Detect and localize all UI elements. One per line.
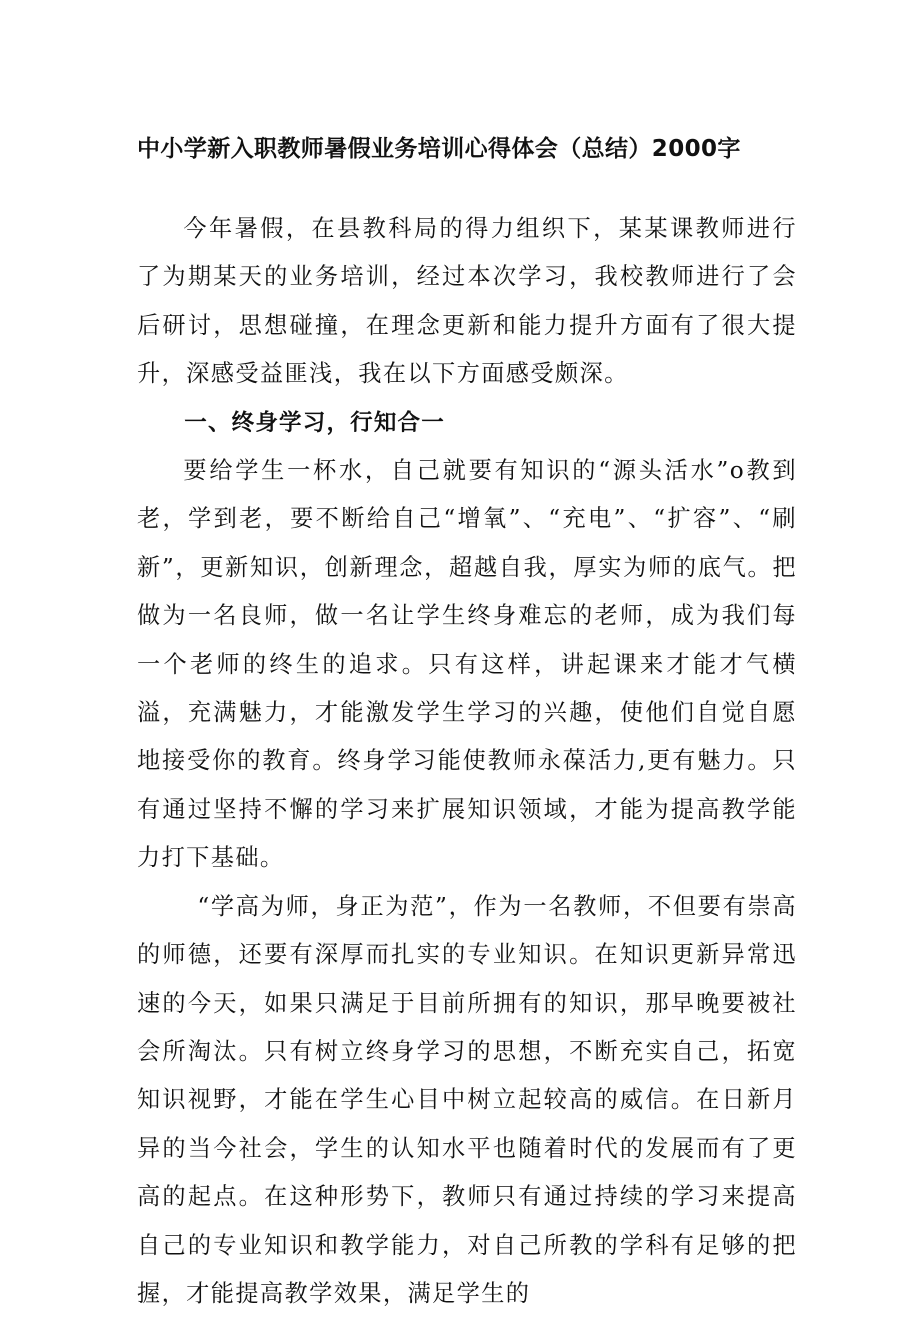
intro-paragraph: 今年暑假，在县教科局的得力组织下，某某课教师进行了为期某天的业务培训，经过本次学习，我校教师进行了会后研讨，思想碰撞，在理念更新和能力提升方面有了很大提升，深感受益匪浅，我在以下方面感受颇深。 — [137, 215, 797, 388]
body-paragraph: 要给学生一杯水，自己就要有知识的“源头活水”o教到老，学到老，要不断给自己“增氧”、“充电”、“扩容”、“刷新”，更新知识，创新理念，超越自我，厚实为师的底气。把做为一名良师，做一名让学生终身难忘的老师，成为我们每一个老师的终生的追求。只有这样，讲起课来才能才气横溢，充满魅力，才能激发学生学习的兴趣，使他们自觉自愿地接受你的教育。终身学习能使教师永葆活力,更有魅力。只有通过坚持不懈的学习来扩展知识领域，才能为提高教学能力打下基础。 — [137, 457, 797, 872]
section-heading: 一、终身学习，行知合一 — [184, 409, 445, 436]
body-paragraph: “学高为师，身正为范”，作为一名教师，不但要有崇高的师德，还要有深厚而扎实的专业知识。在知识更新异常迅速的今天，如果只满足于目前所拥有的知识，那早晚要被社会所淘汰。只有树立终身学习的思想，不断充实自己，拓宽知识视野，才能在学生心目中树立起较高的威信。在日新月异的当今社会，学生的认知水平也随着时代的发展而有了更高的起点。在这种形势下，教师只有通过持续的学习来提高自己的专业知识和教学能力，对自己所教的学科有足够的把握，才能提高教学效果，满足学生的 — [137, 892, 797, 1307]
document-body — [137, 205, 797, 1318]
document-title: 中小学新入职教师暑假业务培训心得体会（总结）2000字 — [137, 136, 741, 162]
